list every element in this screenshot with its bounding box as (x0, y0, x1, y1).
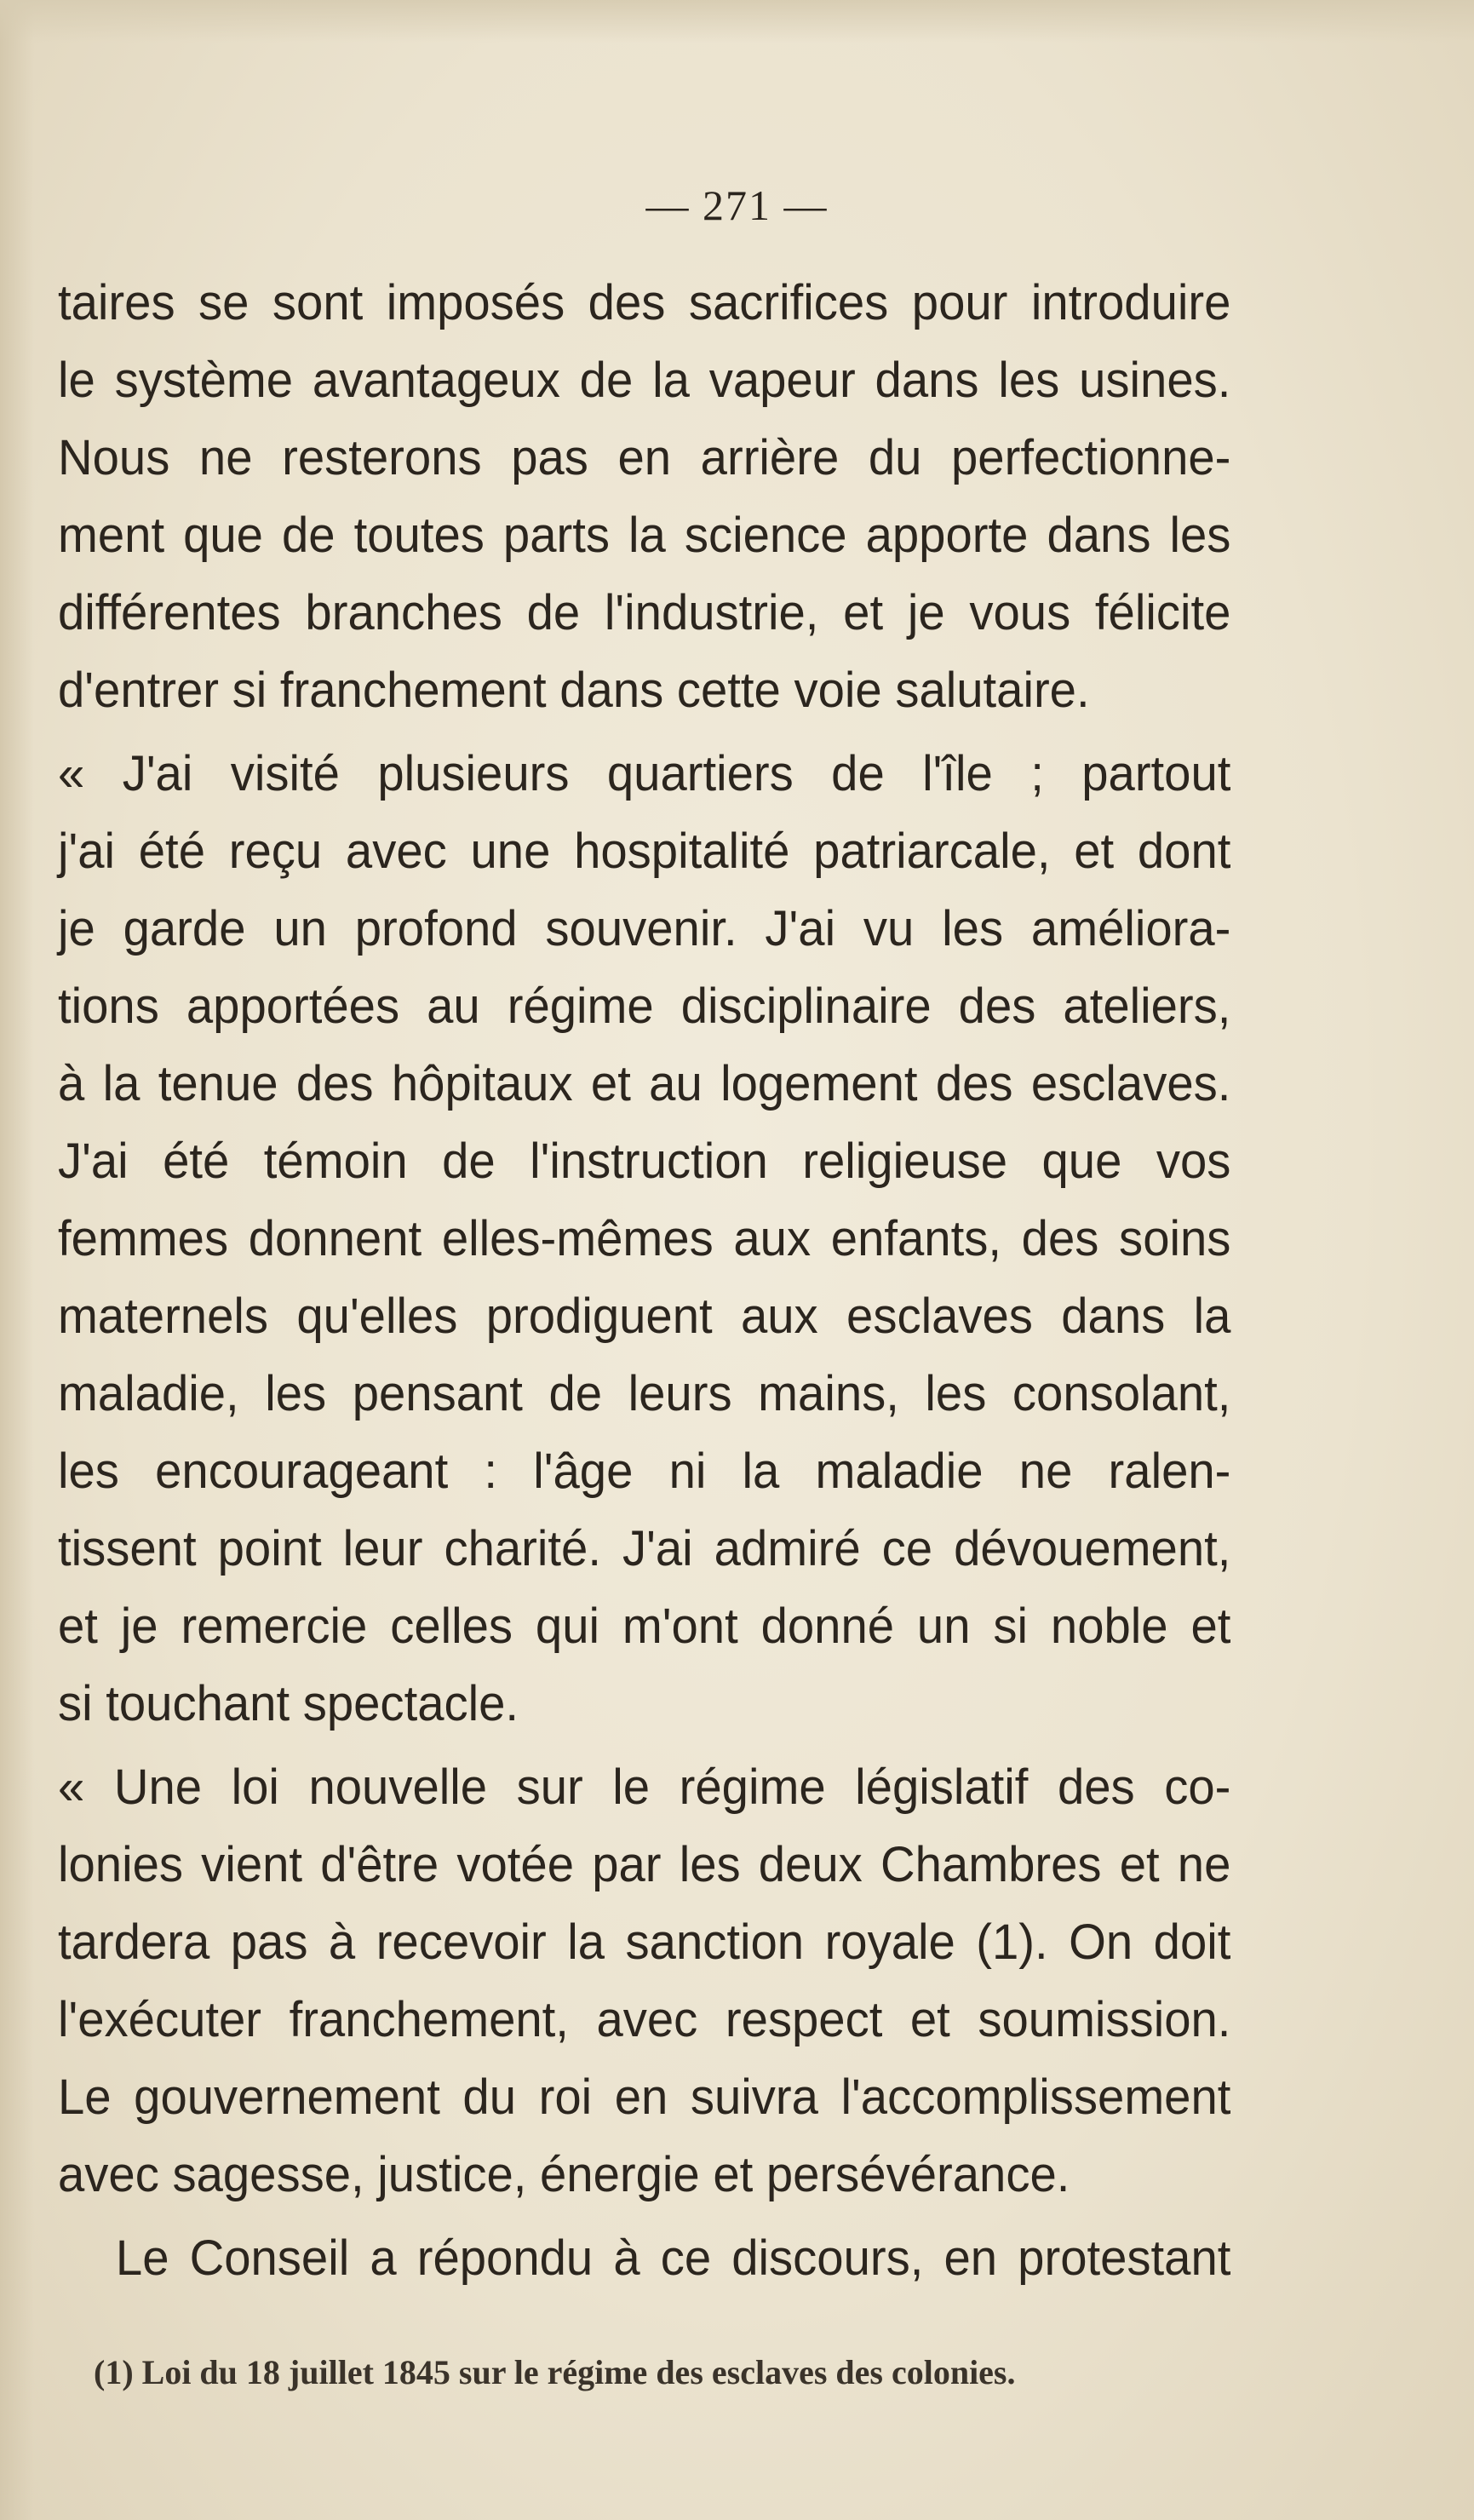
text-line: « J'ai visité plusieurs quartiers de l'île ; partout (58, 746, 1231, 801)
paragraph (58, 264, 1230, 729)
text-line: « Une loi nouvelle sur le régime législatif des co- (58, 1759, 1231, 1815)
text-line: je garde un profond souvenir. J'ai vu les améliora- (58, 901, 1231, 956)
text-line: lonies vient d'être votée par les deux Chambres et ne (58, 1837, 1231, 1892)
text-line: ment que de toutes parts la science apporte dans les (58, 508, 1231, 563)
text-line: taires se sont imposés des sacrifices pour introduire (58, 275, 1231, 330)
footnote: (1) Loi du 18 juillet 1845 sur le régime des esclaves des colonies. (94, 2353, 1016, 2391)
text-line: différentes branches de l'industrie, et je vous félicite (58, 585, 1231, 640)
text-line: les encourageant : l'âge ni la maladie ne ralen- (58, 1444, 1231, 1499)
body-text (58, 264, 1230, 2297)
text-line: et je remercie celles qui m'ont donné un si noble et (58, 1599, 1231, 1654)
text-line: tions apportées au régime disciplinaire des ateliers, (58, 979, 1231, 1034)
text-line: avec sagesse, justice, énergie et persévérance. (58, 2147, 1070, 2202)
page-number: — 271 — (645, 181, 829, 229)
text-line: tardera pas à recevoir la sanction royale (1). On doit (58, 1914, 1231, 1970)
text-line: J'ai été témoin de l'instruction religieuse que vos (58, 1134, 1231, 1189)
text-line: maladie, les pensant de leurs mains, les consolant, (58, 1366, 1231, 1421)
text-line: maternels qu'elles prodiguent aux esclaves dans la (58, 1289, 1231, 1344)
paragraph (58, 735, 1230, 1742)
text-line: l'exécuter franchement, avec respect et soumission. (58, 1992, 1231, 2047)
text-line: Le Conseil a répondu à ce discours, en protestant (115, 2230, 1231, 2286)
page-edge-shadow (0, 0, 34, 2520)
text-line: j'ai été reçu avec une hospitalité patriarcale, et dont (58, 824, 1231, 879)
text-line: à la tenue des hôpitaux et au logement des esclaves. (58, 1056, 1231, 1111)
paragraph (58, 2219, 1230, 2297)
text-line: femmes donnent elles-mêmes aux enfants, des soins (58, 1211, 1231, 1266)
text-line: Nous ne resterons pas en arrière du perfectionne- (58, 430, 1231, 485)
text-line: d'entrer si franchement dans cette voie salutaire. (58, 663, 1090, 718)
text-line: tissent point leur charité. J'ai admiré ce dévouement, (58, 1521, 1231, 1576)
text-line: si touchant spectacle. (58, 1676, 519, 1731)
page-top-shadow (0, 0, 1474, 43)
text-line: le système avantageux de la vapeur dans les usines. (58, 353, 1231, 408)
paragraph (58, 1748, 1230, 2213)
text-line: Le gouvernement du roi en suivra l'accomplissement (58, 2069, 1231, 2125)
